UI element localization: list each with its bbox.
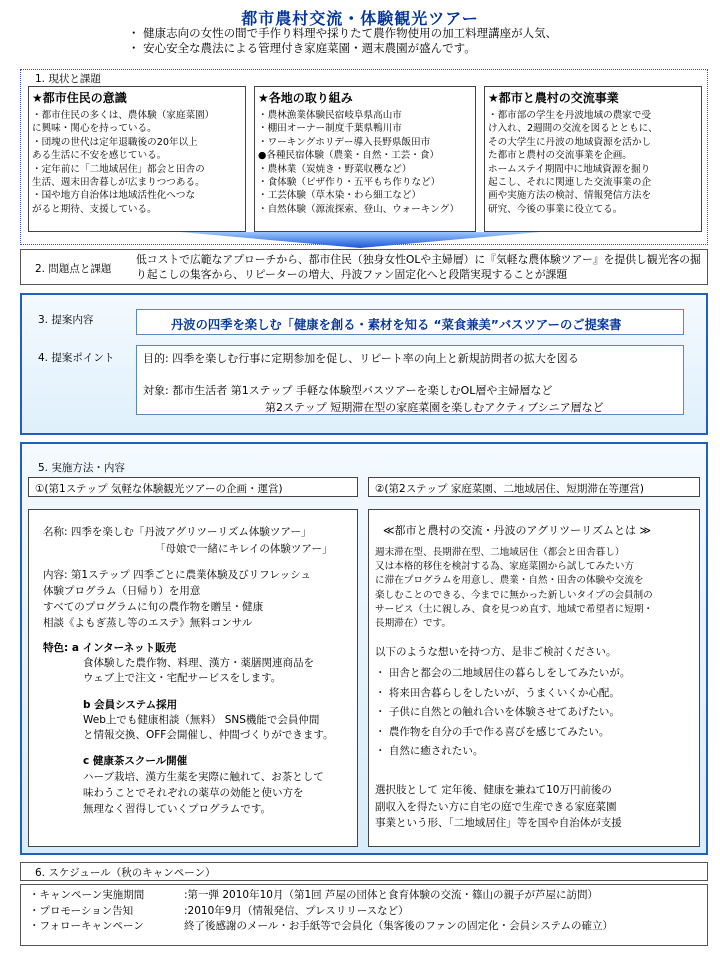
- feature-c-title: c 健康茶スクール開催: [83, 755, 188, 767]
- list-item: ・ 将来田舎暮らしをしたいが、うまくいくか心配。: [375, 686, 620, 699]
- schedule-value: 終了後感謝のメール・お手紙等で会員化（集客後のファンの固定化・会員システムの確立）: [184, 920, 614, 932]
- step1-heading: ①(第1ステップ 気軽な体験観光ツアーの企画・運営): [28, 477, 358, 497]
- step2-heading: ②(第2ステップ 家庭菜園、二地域居住、短期滞在等運営): [368, 477, 700, 497]
- target-text-1: 対象: 都市生活者 第1ステップ 手軽な体験型バスツアーを楽しむOL層や主婦層など: [143, 384, 553, 397]
- tour-name-1: 名称: 四季を楽しむ「丹波アグリツーリズム体験ツアー」: [43, 526, 312, 538]
- schedule-row: [29, 888, 699, 904]
- card-title: ★各地の取り組み: [258, 91, 353, 105]
- list-item: ・ 子供に自然との触れ合いを体験させてあげたい。: [375, 706, 620, 719]
- feature-a-text: 食体験した農作物、料理、漢方・薬膳関連商品を ウェブ上で注文・宅配サービスをします。: [83, 657, 314, 684]
- schedule-key: ・キャンペーン実施期間: [29, 889, 145, 901]
- wish-list: [375, 664, 630, 762]
- intro-line-1: ・ 健康志向の女性の間で手作り料理や採りたて農作物使用の加工料理講座が人気、: [128, 26, 558, 40]
- schedule-key: ・プロモーション告知: [29, 904, 134, 917]
- problems-section: [20, 249, 708, 285]
- step1-panel: [28, 509, 358, 847]
- list-item: ・食体験（ピザ作り・五平もち作りなど）: [258, 177, 441, 189]
- list-item: ・ 農作物を自分の手で作る喜びを感じてみたい。: [375, 725, 610, 738]
- schedule-row: [29, 919, 699, 935]
- feature-a-title: 特色: a インターネット販売: [43, 642, 177, 654]
- schedule-value: :2010年9月（情報発信、プレスリリースなど）: [184, 904, 409, 917]
- list-item: ・農林業（炭焼き・野菜収穫など）: [258, 163, 412, 175]
- schedule-value: :第一弾 2010年10月（第1回 芦屋の団体と食育体験の交流・篠山の親子が芦屋に訪問）: [184, 889, 598, 901]
- list-item: ●各種民宿体験（農業・自然・工芸・食）: [258, 150, 440, 162]
- agritourism-body: 週末滞在型、長期滞在型、二地域居住（都会と田舎暮し） 又は本格的移住を検討する為、家庭菜園から試してみたい方 に滞在プログラムを用意し、農業・自然・田舎の体験や交流を 楽しむことのできる、今までに無かった新しいタイプの会員制の サービス（土に親しみ、食を見つめ直す、地域で希望者に短期・ 長期滞在）です。: [375, 547, 654, 630]
- list-item: ・ワーキングホリデー導入長野県飯田市: [258, 136, 431, 148]
- list-item: ・定年前に「二地域居住」都会と田舎の 生活、週末田舎暮しが広まりつつある。: [32, 163, 205, 189]
- proposal-points-box: [136, 345, 684, 415]
- schedule-table: [20, 884, 708, 946]
- card-regional-efforts: [254, 86, 476, 232]
- page-title: 都市農村交流・体験観光ツアー: [241, 9, 479, 28]
- list-item: ・都市部の学生を丹波地域の農家で受 け入れ、2週間の交流を図るとともに、 その大学生に丹波の地域資源を活かし た都市と農村の交流事業を企画。: [488, 110, 658, 162]
- list-item: ・ 田舎と都会の二地域居住の暮らしをしてみたいが。: [375, 667, 631, 679]
- card-title: ★都市住民の意識: [32, 91, 127, 105]
- schedule-header: [20, 862, 708, 881]
- agritourism-closing: 選択肢として 定年後、健康を兼ねて10万円前後の 副収入を得たい方に自宅の庭で生産できる家庭菜園 事業という形、「二地域居住」等を国や自治体が支援: [375, 784, 622, 829]
- step2-panel: [368, 509, 700, 847]
- card-exchange-projects: [484, 86, 702, 232]
- list-item: ・棚田オーナー制度千葉県鴨川市: [258, 123, 402, 135]
- target-text-2: 第2ステップ 短期滞在型の家庭菜園を楽しむアクティブシニア層など: [265, 401, 604, 414]
- section-6-label: 6. スケジュール（秋のキャンペーン）: [35, 867, 216, 879]
- proposal-title: 丹波の四季を楽しむ「健康を創る・素材を知る “菜食兼美”バスツアーのご提案書: [136, 309, 684, 335]
- section-3-label: 3. 提案内容: [38, 314, 94, 326]
- agritourism-lead: 以下のような想いを持つ方、是非ご検討ください。: [375, 646, 617, 658]
- schedule-row: [29, 904, 699, 920]
- card-urban-awareness: [28, 86, 246, 232]
- tour-content: 内容: 第1ステップ 四季ごとに農業体験及びリフレッシュ 体験プログラム（日帰り）を用意 すべてのプログラムに旬の農作物を贈呈・健康 相談《よもぎ蒸し等のエステ》無料コンサル: [43, 569, 311, 629]
- schedule-key: ・フォローキャンペーン: [29, 920, 144, 932]
- card-title: ★都市と農村の交流事業: [488, 91, 619, 105]
- section-1-label: 1. 現状と課題: [35, 73, 101, 85]
- agritourism-title: ≪都市と農村の交流・丹波のアグリツーリズムとは ≫: [383, 524, 651, 537]
- feature-b-title: b 会員システム採用: [83, 699, 178, 711]
- list-item: ・団塊の世代は定年退職後の20年以上 ある生活に不安を感じている。: [32, 136, 198, 162]
- list-item: ・工芸体験（草木染・わら細工など）: [258, 190, 422, 202]
- list-item: ・自然体験（源流探索、登山、ウォーキング）: [258, 203, 460, 215]
- intro-line-2: ・ 安心安全な農法による管理付き家庭菜園・週末農園が盛んです。: [128, 41, 476, 55]
- section-5-label: 5. 実施方法・内容: [38, 462, 125, 474]
- feature-c-text: ハーブ栽培、漢方生薬を実際に触れて、お茶として 味わうことでそれぞれの薬草の効能と使い方を 無理なく習得していくプログラムです。: [83, 771, 324, 815]
- section-4-label: 4. 提案ポイント: [38, 352, 115, 364]
- implementation-section: [20, 442, 708, 855]
- list-item: ・ 自然に癒されたい。: [375, 745, 484, 758]
- down-arrow-icon: [180, 232, 540, 248]
- list-item: ホームステイ期間中に地域資源を掘り 起こし、それに関連した交流事業の企 画や実施方法の検討、情報発信方法を 研究、今後の事業に役立てる。: [488, 163, 652, 215]
- problems-text: 低コストで広範なアプローチから、都市住民（独身女性OLや主婦層）に『気軽な農体験ツアー』を提供し観光客の掘り起こしの集客から、リピーターの増大、丹波ファン固定化へと段階実現することが課題: [136, 253, 701, 281]
- list-item: ・農林漁業体験民宿岐阜県高山市: [258, 110, 402, 121]
- tour-name-2: 「母娘で一緒にキレイの体験ツアー」: [155, 543, 333, 555]
- proposal-section: [20, 293, 708, 435]
- feature-b-text: Web上でも健康相談（無料） SNS機能で会員仲間 と情報交換、OFF会開催し、仲間づくりができます。: [83, 714, 334, 741]
- list-item: ・都市住民の多くは、農体験（家庭菜園） に興味・関心を持っている。: [32, 110, 215, 135]
- list-item: ・国や地方自治体は地域活性化へつな がると期待、支援している。: [32, 190, 196, 215]
- section-2-label: 2. 問題点と課題: [35, 263, 112, 275]
- purpose-text: 目的: 四季を楽しむ行事に定期参加を促し、リピート率の向上と新規訪問者の拡大を図る: [143, 352, 579, 365]
